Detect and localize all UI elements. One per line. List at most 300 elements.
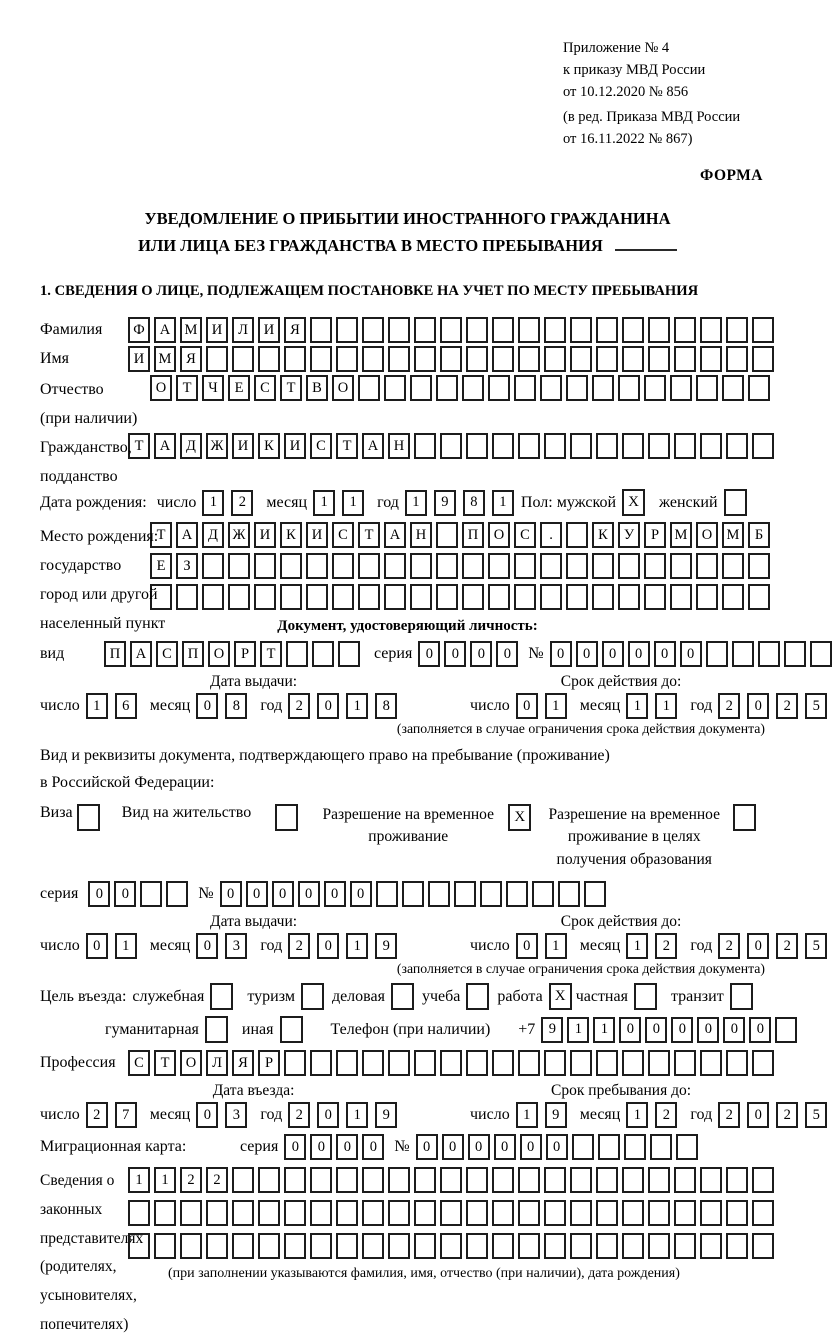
- char-cell[interactable]: 0: [468, 1134, 490, 1160]
- char-cell[interactable]: [650, 1134, 672, 1160]
- char-cell[interactable]: 1: [115, 933, 137, 959]
- char-cell[interactable]: Т: [176, 375, 198, 401]
- char-cell[interactable]: 0: [298, 881, 320, 907]
- char-cell[interactable]: [232, 1233, 254, 1259]
- char-cell[interactable]: С: [332, 522, 354, 548]
- char-cell[interactable]: [388, 317, 410, 343]
- char-cell[interactable]: Т: [150, 522, 172, 548]
- char-cell[interactable]: [310, 1200, 332, 1226]
- char-cell[interactable]: [492, 317, 514, 343]
- char-cell[interactable]: [572, 1134, 594, 1160]
- char-cell[interactable]: [518, 317, 540, 343]
- char-cell[interactable]: 2: [206, 1167, 228, 1193]
- char-cell[interactable]: К: [592, 522, 614, 548]
- char-cell[interactable]: Е: [228, 375, 250, 401]
- char-cell[interactable]: [176, 584, 198, 610]
- char-cell[interactable]: [492, 1200, 514, 1226]
- char-cell[interactable]: [700, 346, 722, 372]
- char-cell[interactable]: Т: [154, 1050, 176, 1076]
- char-cell[interactable]: 0: [350, 881, 372, 907]
- char-cell[interactable]: 5: [805, 1102, 827, 1128]
- char-cell[interactable]: М: [154, 346, 176, 372]
- char-cell[interactable]: Я: [284, 317, 306, 343]
- char-cell[interactable]: [726, 433, 748, 459]
- char-cell[interactable]: 0: [196, 1102, 218, 1128]
- char-cell[interactable]: У: [618, 522, 640, 548]
- char-cell[interactable]: [492, 433, 514, 459]
- char-cell[interactable]: И: [232, 433, 254, 459]
- char-cell[interactable]: [332, 553, 354, 579]
- char-cell[interactable]: [644, 553, 666, 579]
- char-cell[interactable]: [258, 1167, 280, 1193]
- char-cell[interactable]: 1: [567, 1017, 589, 1043]
- char-cell[interactable]: [358, 553, 380, 579]
- char-cell[interactable]: [488, 584, 510, 610]
- char-cell[interactable]: [362, 1050, 384, 1076]
- char-cell[interactable]: [622, 433, 644, 459]
- char-cell[interactable]: [206, 346, 228, 372]
- char-cell[interactable]: А: [154, 317, 176, 343]
- char-cell[interactable]: [280, 553, 302, 579]
- char-cell[interactable]: 1: [545, 933, 567, 959]
- sex-female-checkbox[interactable]: [724, 489, 747, 516]
- char-cell[interactable]: 0: [196, 933, 218, 959]
- char-cell[interactable]: [544, 1050, 566, 1076]
- char-cell[interactable]: М: [180, 317, 202, 343]
- char-cell[interactable]: [566, 375, 588, 401]
- char-cell[interactable]: [336, 346, 358, 372]
- char-cell[interactable]: [540, 375, 562, 401]
- sex-male-checkbox[interactable]: X: [622, 489, 645, 516]
- purpose-other-checkbox[interactable]: [280, 1016, 303, 1043]
- char-cell[interactable]: 0: [444, 641, 466, 667]
- char-cell[interactable]: 2: [776, 933, 798, 959]
- char-cell[interactable]: [258, 346, 280, 372]
- char-cell[interactable]: [154, 1233, 176, 1259]
- char-cell[interactable]: [358, 584, 380, 610]
- char-cell[interactable]: 1: [342, 490, 364, 516]
- char-cell[interactable]: [414, 1200, 436, 1226]
- char-cell[interactable]: [644, 584, 666, 610]
- char-cell[interactable]: [466, 1167, 488, 1193]
- char-cell[interactable]: [566, 522, 588, 548]
- char-cell[interactable]: [310, 1167, 332, 1193]
- char-cell[interactable]: [280, 584, 302, 610]
- char-cell[interactable]: [570, 1167, 592, 1193]
- char-cell[interactable]: А: [176, 522, 198, 548]
- char-cell[interactable]: [726, 1200, 748, 1226]
- char-cell[interactable]: [336, 1200, 358, 1226]
- char-cell[interactable]: 9: [545, 1102, 567, 1128]
- char-cell[interactable]: [706, 641, 728, 667]
- char-cell[interactable]: 0: [362, 1134, 384, 1160]
- char-cell[interactable]: [544, 317, 566, 343]
- char-cell[interactable]: 0: [494, 1134, 516, 1160]
- char-cell[interactable]: [540, 553, 562, 579]
- char-cell[interactable]: [676, 1134, 698, 1160]
- char-cell[interactable]: [544, 346, 566, 372]
- char-cell[interactable]: Н: [410, 522, 432, 548]
- char-cell[interactable]: 2: [776, 693, 798, 719]
- char-cell[interactable]: [726, 317, 748, 343]
- char-cell[interactable]: 0: [619, 1017, 641, 1043]
- char-cell[interactable]: [388, 1233, 410, 1259]
- char-cell[interactable]: [284, 1050, 306, 1076]
- char-cell[interactable]: [440, 1233, 462, 1259]
- char-cell[interactable]: 0: [645, 1017, 667, 1043]
- purpose-official-checkbox[interactable]: [210, 983, 233, 1010]
- char-cell[interactable]: 0: [516, 693, 538, 719]
- char-cell[interactable]: [128, 1200, 150, 1226]
- char-cell[interactable]: 2: [718, 933, 740, 959]
- char-cell[interactable]: [648, 346, 670, 372]
- char-cell[interactable]: [752, 1200, 774, 1226]
- char-cell[interactable]: [558, 881, 580, 907]
- char-cell[interactable]: [596, 1167, 618, 1193]
- char-cell[interactable]: 2: [86, 1102, 108, 1128]
- char-cell[interactable]: [596, 1233, 618, 1259]
- char-cell[interactable]: [775, 1017, 797, 1043]
- char-cell[interactable]: [752, 1050, 774, 1076]
- char-cell[interactable]: [700, 1050, 722, 1076]
- char-cell[interactable]: [306, 584, 328, 610]
- char-cell[interactable]: С: [514, 522, 536, 548]
- char-cell[interactable]: [700, 317, 722, 343]
- purpose-study-checkbox[interactable]: [466, 983, 489, 1010]
- char-cell[interactable]: [410, 553, 432, 579]
- char-cell[interactable]: 0: [723, 1017, 745, 1043]
- char-cell[interactable]: [436, 375, 458, 401]
- char-cell[interactable]: М: [722, 522, 744, 548]
- char-cell[interactable]: С: [254, 375, 276, 401]
- char-cell[interactable]: [492, 1233, 514, 1259]
- purpose-tourism-checkbox[interactable]: [301, 983, 324, 1010]
- char-cell[interactable]: [644, 375, 666, 401]
- char-cell[interactable]: [336, 317, 358, 343]
- char-cell[interactable]: И: [128, 346, 150, 372]
- char-cell[interactable]: [466, 1050, 488, 1076]
- purpose-work-checkbox[interactable]: X: [549, 983, 572, 1010]
- char-cell[interactable]: [506, 881, 528, 907]
- char-cell[interactable]: [492, 1167, 514, 1193]
- char-cell[interactable]: [622, 1050, 644, 1076]
- char-cell[interactable]: Ч: [202, 375, 224, 401]
- char-cell[interactable]: [670, 584, 692, 610]
- char-cell[interactable]: [622, 346, 644, 372]
- char-cell[interactable]: С: [128, 1050, 150, 1076]
- char-cell[interactable]: 1: [593, 1017, 615, 1043]
- char-cell[interactable]: О: [150, 375, 172, 401]
- char-cell[interactable]: [388, 1200, 410, 1226]
- char-cell[interactable]: 2: [288, 693, 310, 719]
- char-cell[interactable]: [488, 553, 510, 579]
- char-cell[interactable]: 1: [128, 1167, 150, 1193]
- char-cell[interactable]: [622, 317, 644, 343]
- char-cell[interactable]: 1: [655, 693, 677, 719]
- char-cell[interactable]: [480, 881, 502, 907]
- char-cell[interactable]: [722, 584, 744, 610]
- char-cell[interactable]: [384, 553, 406, 579]
- char-cell[interactable]: [128, 1233, 150, 1259]
- char-cell[interactable]: [648, 1200, 670, 1226]
- char-cell[interactable]: 0: [671, 1017, 693, 1043]
- char-cell[interactable]: [180, 1200, 202, 1226]
- char-cell[interactable]: [784, 641, 806, 667]
- char-cell[interactable]: [624, 1134, 646, 1160]
- char-cell[interactable]: [584, 881, 606, 907]
- char-cell[interactable]: [622, 1233, 644, 1259]
- char-cell[interactable]: Н: [388, 433, 410, 459]
- char-cell[interactable]: Т: [260, 641, 282, 667]
- purpose-humanitarian-checkbox[interactable]: [205, 1016, 228, 1043]
- char-cell[interactable]: 6: [115, 693, 137, 719]
- char-cell[interactable]: [758, 641, 780, 667]
- char-cell[interactable]: [752, 317, 774, 343]
- char-cell[interactable]: [726, 346, 748, 372]
- char-cell[interactable]: [462, 553, 484, 579]
- char-cell[interactable]: [284, 1200, 306, 1226]
- char-cell[interactable]: [440, 346, 462, 372]
- char-cell[interactable]: 0: [747, 933, 769, 959]
- char-cell[interactable]: Я: [180, 346, 202, 372]
- char-cell[interactable]: [748, 584, 770, 610]
- char-cell[interactable]: 1: [202, 490, 224, 516]
- char-cell[interactable]: 7: [115, 1102, 137, 1128]
- char-cell[interactable]: [332, 584, 354, 610]
- char-cell[interactable]: 0: [416, 1134, 438, 1160]
- char-cell[interactable]: 2: [288, 1102, 310, 1128]
- char-cell[interactable]: [544, 1200, 566, 1226]
- char-cell[interactable]: [376, 881, 398, 907]
- char-cell[interactable]: [166, 881, 188, 907]
- char-cell[interactable]: 0: [470, 641, 492, 667]
- char-cell[interactable]: О: [208, 641, 230, 667]
- char-cell[interactable]: [726, 1050, 748, 1076]
- char-cell[interactable]: [514, 553, 536, 579]
- char-cell[interactable]: 9: [375, 933, 397, 959]
- char-cell[interactable]: 2: [655, 933, 677, 959]
- char-cell[interactable]: [258, 1200, 280, 1226]
- char-cell[interactable]: 1: [346, 1102, 368, 1128]
- char-cell[interactable]: [700, 433, 722, 459]
- char-cell[interactable]: [228, 584, 250, 610]
- char-cell[interactable]: [514, 375, 536, 401]
- char-cell[interactable]: А: [130, 641, 152, 667]
- char-cell[interactable]: О: [488, 522, 510, 548]
- char-cell[interactable]: 0: [628, 641, 650, 667]
- char-cell[interactable]: [254, 553, 276, 579]
- char-cell[interactable]: [454, 881, 476, 907]
- char-cell[interactable]: Ф: [128, 317, 150, 343]
- char-cell[interactable]: [338, 641, 360, 667]
- char-cell[interactable]: [670, 375, 692, 401]
- char-cell[interactable]: 0: [747, 1102, 769, 1128]
- char-cell[interactable]: [570, 346, 592, 372]
- char-cell[interactable]: [414, 346, 436, 372]
- char-cell[interactable]: [410, 584, 432, 610]
- char-cell[interactable]: [726, 1233, 748, 1259]
- char-cell[interactable]: [284, 1167, 306, 1193]
- char-cell[interactable]: 2: [718, 1102, 740, 1128]
- char-cell[interactable]: [518, 1233, 540, 1259]
- char-cell[interactable]: [232, 346, 254, 372]
- char-cell[interactable]: [566, 584, 588, 610]
- char-cell[interactable]: [388, 346, 410, 372]
- char-cell[interactable]: [570, 317, 592, 343]
- char-cell[interactable]: А: [362, 433, 384, 459]
- purpose-business-checkbox[interactable]: [391, 983, 414, 1010]
- char-cell[interactable]: [518, 1200, 540, 1226]
- char-cell[interactable]: 0: [196, 693, 218, 719]
- char-cell[interactable]: И: [254, 522, 276, 548]
- char-cell[interactable]: [518, 1167, 540, 1193]
- visa-checkbox[interactable]: [77, 804, 100, 831]
- char-cell[interactable]: [648, 1167, 670, 1193]
- char-cell[interactable]: [362, 346, 384, 372]
- char-cell[interactable]: [598, 1134, 620, 1160]
- char-cell[interactable]: [648, 1233, 670, 1259]
- char-cell[interactable]: [732, 641, 754, 667]
- char-cell[interactable]: 3: [225, 933, 247, 959]
- char-cell[interactable]: [310, 1233, 332, 1259]
- char-cell[interactable]: [726, 1167, 748, 1193]
- char-cell[interactable]: [358, 375, 380, 401]
- char-cell[interactable]: [674, 346, 696, 372]
- char-cell[interactable]: Л: [206, 1050, 228, 1076]
- char-cell[interactable]: 0: [86, 933, 108, 959]
- char-cell[interactable]: [592, 375, 614, 401]
- char-cell[interactable]: [414, 317, 436, 343]
- char-cell[interactable]: 9: [541, 1017, 563, 1043]
- char-cell[interactable]: [440, 433, 462, 459]
- char-cell[interactable]: 0: [442, 1134, 464, 1160]
- char-cell[interactable]: П: [182, 641, 204, 667]
- residence-permit-checkbox[interactable]: [275, 804, 298, 831]
- char-cell[interactable]: [428, 881, 450, 907]
- char-cell[interactable]: 2: [288, 933, 310, 959]
- char-cell[interactable]: И: [306, 522, 328, 548]
- char-cell[interactable]: 2: [231, 490, 253, 516]
- char-cell[interactable]: В: [306, 375, 328, 401]
- char-cell[interactable]: [154, 1200, 176, 1226]
- char-cell[interactable]: 0: [516, 933, 538, 959]
- char-cell[interactable]: [544, 1167, 566, 1193]
- char-cell[interactable]: [570, 1200, 592, 1226]
- char-cell[interactable]: [436, 522, 458, 548]
- char-cell[interactable]: [670, 553, 692, 579]
- char-cell[interactable]: 5: [805, 933, 827, 959]
- char-cell[interactable]: 2: [718, 693, 740, 719]
- char-cell[interactable]: [466, 317, 488, 343]
- temp-residence-edu-checkbox[interactable]: [733, 804, 756, 831]
- char-cell[interactable]: 0: [602, 641, 624, 667]
- char-cell[interactable]: 2: [655, 1102, 677, 1128]
- char-cell[interactable]: [336, 1233, 358, 1259]
- char-cell[interactable]: [466, 346, 488, 372]
- char-cell[interactable]: [722, 553, 744, 579]
- char-cell[interactable]: [648, 433, 670, 459]
- char-cell[interactable]: Д: [202, 522, 224, 548]
- char-cell[interactable]: 0: [310, 1134, 332, 1160]
- char-cell[interactable]: [622, 1200, 644, 1226]
- char-cell[interactable]: [674, 1233, 696, 1259]
- char-cell[interactable]: С: [310, 433, 332, 459]
- char-cell[interactable]: [618, 584, 640, 610]
- char-cell[interactable]: [596, 433, 618, 459]
- char-cell[interactable]: 0: [680, 641, 702, 667]
- char-cell[interactable]: 9: [375, 1102, 397, 1128]
- char-cell[interactable]: [722, 375, 744, 401]
- char-cell[interactable]: [284, 346, 306, 372]
- char-cell[interactable]: [544, 1233, 566, 1259]
- char-cell[interactable]: [518, 433, 540, 459]
- char-cell[interactable]: И: [284, 433, 306, 459]
- char-cell[interactable]: 1: [626, 693, 648, 719]
- char-cell[interactable]: 0: [324, 881, 346, 907]
- char-cell[interactable]: 0: [749, 1017, 771, 1043]
- char-cell[interactable]: А: [384, 522, 406, 548]
- char-cell[interactable]: [492, 346, 514, 372]
- char-cell[interactable]: 1: [626, 933, 648, 959]
- char-cell[interactable]: [402, 881, 424, 907]
- char-cell[interactable]: Т: [128, 433, 150, 459]
- char-cell[interactable]: [310, 346, 332, 372]
- char-cell[interactable]: Р: [644, 522, 666, 548]
- char-cell[interactable]: [206, 1200, 228, 1226]
- char-cell[interactable]: 0: [317, 1102, 339, 1128]
- char-cell[interactable]: 0: [284, 1134, 306, 1160]
- char-cell[interactable]: [436, 553, 458, 579]
- char-cell[interactable]: [436, 584, 458, 610]
- char-cell[interactable]: [384, 584, 406, 610]
- char-cell[interactable]: [440, 1167, 462, 1193]
- char-cell[interactable]: 1: [492, 490, 514, 516]
- char-cell[interactable]: О: [332, 375, 354, 401]
- char-cell[interactable]: [228, 553, 250, 579]
- char-cell[interactable]: С: [156, 641, 178, 667]
- char-cell[interactable]: [312, 641, 334, 667]
- char-cell[interactable]: [648, 1050, 670, 1076]
- char-cell[interactable]: А: [154, 433, 176, 459]
- char-cell[interactable]: [570, 1050, 592, 1076]
- char-cell[interactable]: 0: [114, 881, 136, 907]
- char-cell[interactable]: [674, 1050, 696, 1076]
- char-cell[interactable]: [748, 553, 770, 579]
- char-cell[interactable]: 5: [805, 693, 827, 719]
- char-cell[interactable]: К: [258, 433, 280, 459]
- temp-residence-checkbox[interactable]: X: [508, 804, 531, 831]
- char-cell[interactable]: 8: [375, 693, 397, 719]
- char-cell[interactable]: 8: [225, 693, 247, 719]
- char-cell[interactable]: [752, 433, 774, 459]
- char-cell[interactable]: 0: [220, 881, 242, 907]
- char-cell[interactable]: 0: [496, 641, 518, 667]
- char-cell[interactable]: 0: [654, 641, 676, 667]
- char-cell[interactable]: 1: [626, 1102, 648, 1128]
- char-cell[interactable]: 1: [346, 933, 368, 959]
- char-cell[interactable]: 0: [418, 641, 440, 667]
- char-cell[interactable]: П: [104, 641, 126, 667]
- char-cell[interactable]: 0: [546, 1134, 568, 1160]
- char-cell[interactable]: [466, 1233, 488, 1259]
- char-cell[interactable]: Е: [150, 553, 172, 579]
- char-cell[interactable]: [596, 317, 618, 343]
- purpose-transit-checkbox[interactable]: [730, 983, 753, 1010]
- char-cell[interactable]: [206, 1233, 228, 1259]
- char-cell[interactable]: 0: [317, 933, 339, 959]
- char-cell[interactable]: [414, 1167, 436, 1193]
- char-cell[interactable]: [700, 1200, 722, 1226]
